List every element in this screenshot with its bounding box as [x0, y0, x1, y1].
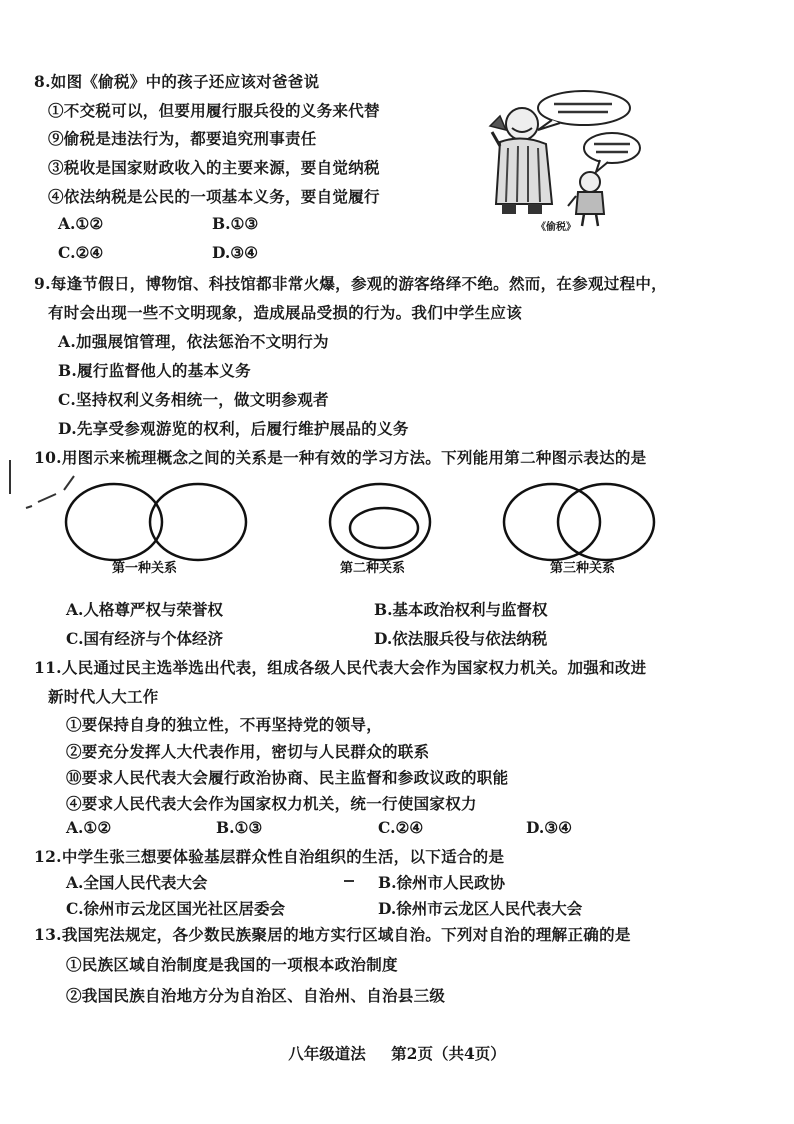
- stray-dash: [344, 880, 354, 882]
- q10-option-c: C.国有经济与个体经济: [66, 629, 223, 648]
- footer-page-number: 第2页（共4页）: [391, 1044, 506, 1063]
- q8-stem: 8.如图《偷税》中的孩子还应该对爸爸说: [34, 72, 320, 91]
- q9-option-d: D.先享受参观游览的权利，后履行维护展品的义务: [58, 419, 409, 438]
- q11-option-b: B.①③: [216, 818, 263, 837]
- tax-evasion-cartoon: [472, 86, 642, 232]
- q13-item-2: ②我国民族自治地方分为自治区、自治州、自治县三级: [66, 986, 446, 1005]
- diagram-label-1: 第一种关系: [112, 561, 178, 576]
- q8-item-2: ⑨偷税是违法行为，都要追究刑事责任: [48, 129, 317, 148]
- q11-option-c: C.②④: [378, 818, 424, 837]
- q8-item-4: ④依法纳税是公民的一项基本义务，要自觉履行: [48, 187, 380, 206]
- q10-stem: 10.用图示来梳理概念之间的关系是一种有效的学习方法。下列能用第二种图示表达的是: [34, 448, 647, 467]
- diagram-label-3: 第三种关系: [550, 561, 616, 576]
- footer-subject: 八年级道法: [288, 1044, 366, 1063]
- q8-option-a: A.①②: [58, 214, 104, 233]
- q11-option-d: D.③④: [526, 818, 573, 837]
- q10-option-a: A.人格尊严权与荣誉权: [66, 600, 223, 619]
- q9-stem-line-1: 9.每逢节假日，博物馆、科技馆都非常火爆，参观的游客络绎不绝。然而，在参观过程中，: [34, 274, 667, 293]
- q12-option-b: B.徐州市人民政协: [378, 873, 505, 892]
- q11-option-a: A.①②: [66, 818, 112, 837]
- q8-item-3: ③税收是国家财政收入的主要来源，要自觉纳税: [48, 158, 380, 177]
- q8-option-d: D.③④: [212, 243, 259, 262]
- q10-option-d: D.依法服兵役与依法纳税: [374, 629, 548, 648]
- q8-option-c: C.②④: [58, 243, 104, 262]
- q10-option-b: B.基本政治权利与监督权: [374, 600, 548, 619]
- q11-item-1: ①要保持自身的独立性，不再坚持党的领导，: [66, 715, 383, 734]
- q13-stem: 13.我国宪法规定，各少数民族聚居的地方实行区域自治。下列对自治的理解正确的是: [34, 925, 631, 944]
- q12-stem: 12.中学生张三想要体验基层群众性自治组织的生活，以下适合的是: [34, 847, 505, 866]
- diagram-label-2: 第二种关系: [340, 561, 406, 576]
- q8-item-1: ①不交税可以，但要用履行服兵役的义务来代替: [48, 101, 380, 120]
- diagram-relation-3: [500, 478, 680, 578]
- q11-stem-line-2: 新时代人大工作: [48, 687, 159, 706]
- q9-option-b: B.履行监督他人的基本义务: [58, 361, 251, 380]
- page-footer: [0, 1042, 794, 1064]
- cartoon-caption: 《偷税》: [536, 222, 576, 232]
- q12-option-c: C.徐州市云龙区国光社区居委会: [66, 899, 285, 918]
- q9-option-a: A.加强展馆管理，依法惩治不文明行为: [58, 332, 329, 351]
- diagram-relation-1: [62, 478, 252, 578]
- q12-option-d: D.徐州市云龙区人民代表大会: [378, 899, 583, 918]
- q8-option-b: B.①③: [212, 214, 259, 233]
- q11-item-2: ②要充分发挥人大代表作用，密切与人民群众的联系: [66, 742, 430, 761]
- q11-item-4: ④要求人民代表大会作为国家权力机关，统一行使国家权力: [66, 794, 477, 813]
- q9-stem-line-2: 有时会出现一些不文明现象，造成展品受损的行为。我们中学生应该: [48, 303, 523, 322]
- q9-option-c: C.坚持权利义务相统一，做文明参观者: [58, 390, 329, 409]
- q13-item-1: ①民族区域自治制度是我国的一项根本政治制度: [66, 955, 398, 974]
- q11-item-3: ⑩要求人民代表大会履行政治协商、民主监督和参政议政的职能: [66, 768, 509, 787]
- q11-stem-line-1: 11.人民通过民主选举选出代表，组成各级人民代表大会作为国家权力机关。加强和改进: [34, 658, 647, 677]
- q12-option-a: A.全国人民代表大会: [66, 873, 208, 892]
- diagram-relation-2: [322, 478, 442, 578]
- cartoon-drawing: [472, 86, 642, 232]
